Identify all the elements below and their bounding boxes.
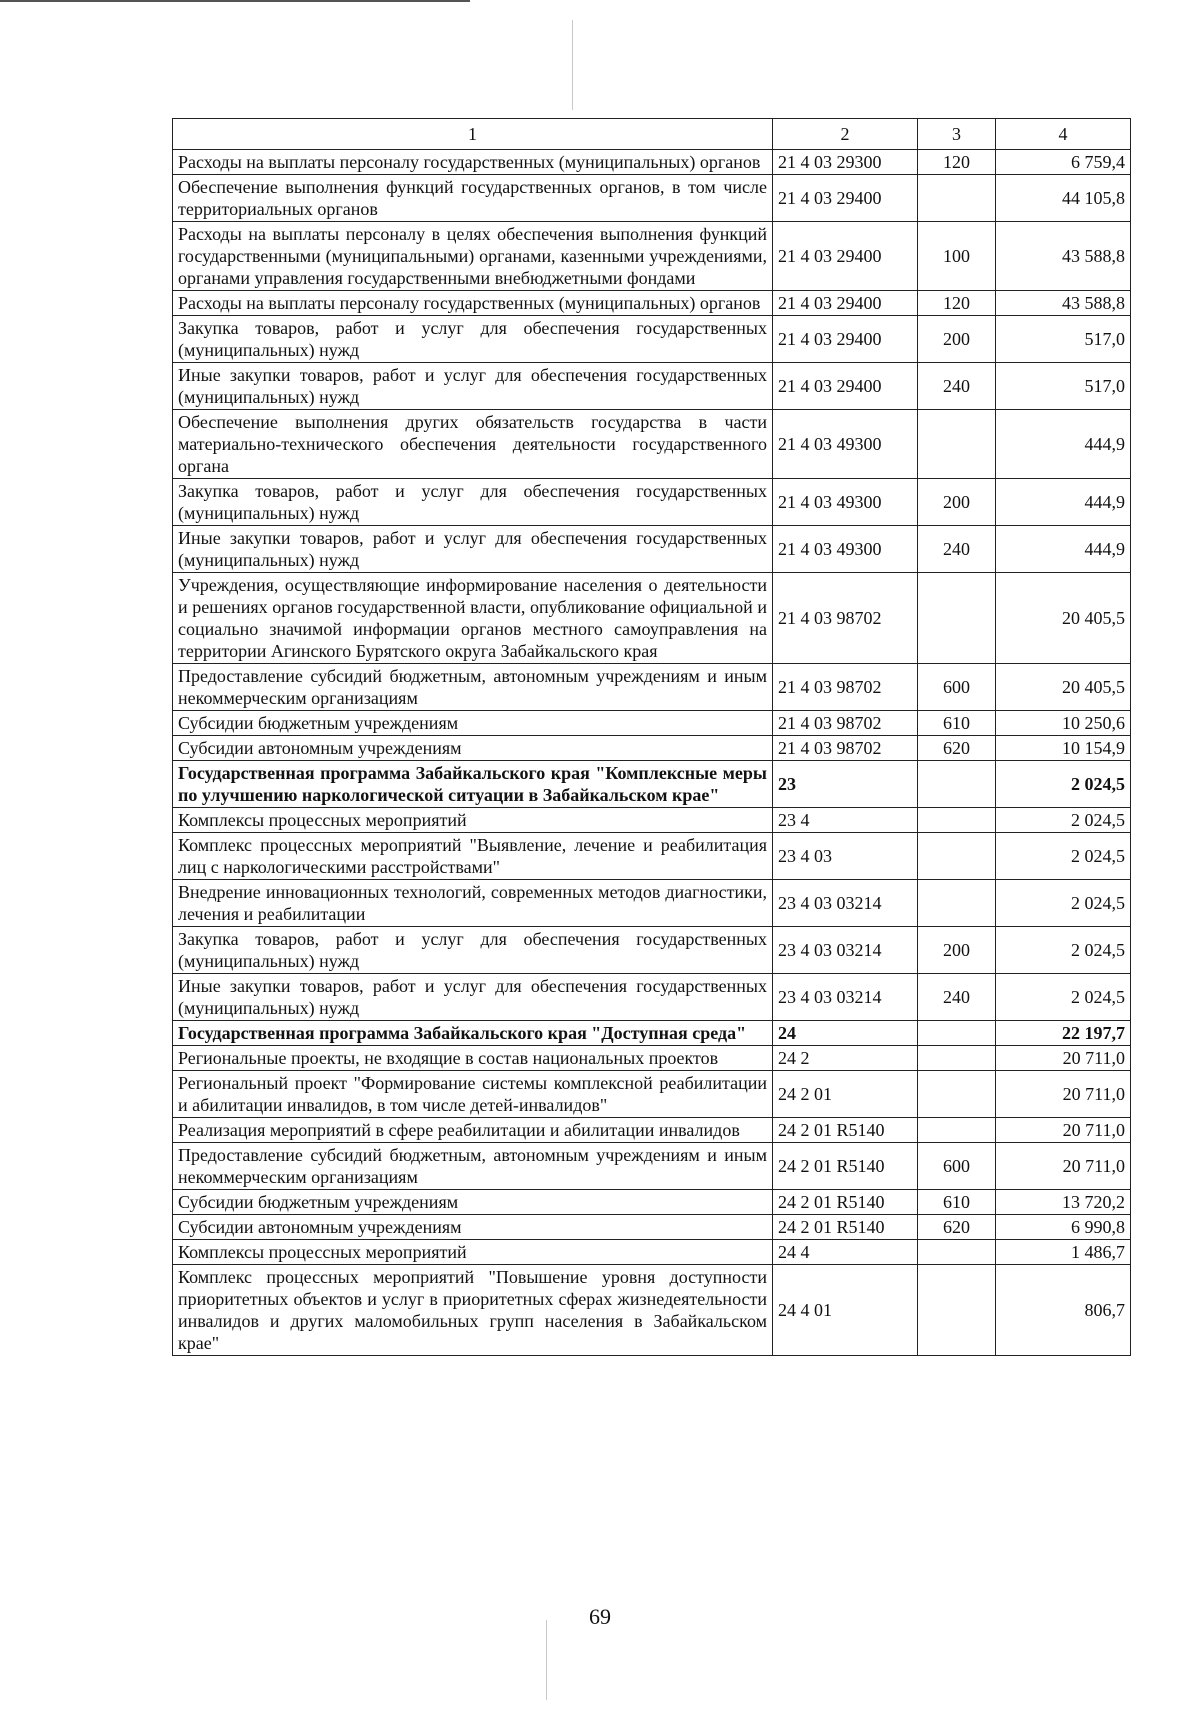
row-amount-cell: 517,0	[996, 363, 1131, 410]
row-code-cell: 24 2 01 R5140	[773, 1190, 918, 1215]
row-expense-type-cell: 600	[918, 1143, 996, 1190]
row-code-cell: 23 4 03 03214	[773, 880, 918, 927]
row-code-cell: 21 4 03 98702	[773, 736, 918, 761]
row-code-cell: 21 4 03 29400	[773, 175, 918, 222]
row-name-cell: Комплексы процессных мероприятий	[173, 1240, 773, 1265]
page-number: 69	[589, 1604, 611, 1629]
table-row	[173, 1215, 1131, 1240]
row-code-cell: 21 4 03 49300	[773, 479, 918, 526]
row-code-cell: 23	[773, 761, 918, 808]
row-name-cell: Региональный проект "Формирование системы комплексной реабилитации и абилитации инвалидов, в том числе детей-инвалидов"	[173, 1071, 773, 1118]
row-amount-cell: 2 024,5	[996, 833, 1131, 880]
row-code-cell: 21 4 03 29400	[773, 291, 918, 316]
row-amount-cell: 20 711,0	[996, 1071, 1131, 1118]
row-name-cell: Внедрение инновационных технологий, современных методов диагностики, лечения и реабилитации	[173, 880, 773, 927]
row-name-cell: Обеспечение выполнения других обязательств государства в части материально-технического обеспечения деятельности государственного органа	[173, 410, 773, 479]
table-row	[173, 175, 1131, 222]
row-amount-cell: 20 711,0	[996, 1046, 1131, 1071]
row-amount-cell: 44 105,8	[996, 175, 1131, 222]
row-amount-cell: 20 405,5	[996, 573, 1131, 664]
row-expense-type-cell: 240	[918, 974, 996, 1021]
table-row	[173, 1118, 1131, 1143]
row-expense-type-cell: 620	[918, 736, 996, 761]
table-row	[173, 291, 1131, 316]
table-row	[173, 1071, 1131, 1118]
table-row	[173, 1143, 1131, 1190]
row-expense-type-cell	[918, 1118, 996, 1143]
budget-table	[172, 118, 1131, 1356]
table-row	[173, 573, 1131, 664]
row-name-cell: Комплекс процессных мероприятий "Повышение уровня доступности приоритетных объектов и услуг в приоритетных сферах жизнедеятельности инвалидов и других маломобильных групп населения в Забайкальском крае"	[173, 1265, 773, 1356]
row-code-cell: 21 4 03 29400	[773, 222, 918, 291]
row-name-cell: Иные закупки товаров, работ и услуг для обеспечения государственных (муниципальных) нужд	[173, 974, 773, 1021]
table-row	[173, 736, 1131, 761]
row-expense-type-cell: 200	[918, 316, 996, 363]
table-row	[173, 711, 1131, 736]
row-code-cell: 21 4 03 29400	[773, 316, 918, 363]
row-expense-type-cell	[918, 1240, 996, 1265]
row-code-cell: 21 4 03 98702	[773, 573, 918, 664]
table-row	[173, 833, 1131, 880]
column-header-2: 2	[773, 119, 918, 150]
row-amount-cell: 20 405,5	[996, 664, 1131, 711]
table-row	[173, 410, 1131, 479]
row-code-cell: 23 4 03	[773, 833, 918, 880]
table-row	[173, 664, 1131, 711]
row-expense-type-cell	[918, 1071, 996, 1118]
row-expense-type-cell	[918, 1021, 996, 1046]
row-amount-cell: 517,0	[996, 316, 1131, 363]
row-name-cell: Государственная программа Забайкальского края "Доступная среда"	[173, 1021, 773, 1046]
row-code-cell: 24 4	[773, 1240, 918, 1265]
row-name-cell: Расходы на выплаты персоналу в целях обеспечения выполнения функций государственными (муниципальными) органами, казенными учреждениями, органами управления государственными внебюджетными фондами	[173, 222, 773, 291]
row-code-cell: 24 2 01 R5140	[773, 1143, 918, 1190]
row-code-cell: 21 4 03 49300	[773, 410, 918, 479]
row-code-cell: 24 2 01 R5140	[773, 1215, 918, 1240]
row-expense-type-cell: 620	[918, 1215, 996, 1240]
row-expense-type-cell	[918, 1046, 996, 1071]
row-expense-type-cell	[918, 833, 996, 880]
column-header-4: 4	[996, 119, 1131, 150]
row-code-cell: 23 4 03 03214	[773, 927, 918, 974]
table-row	[173, 1265, 1131, 1356]
table-row	[173, 880, 1131, 927]
row-name-cell: Учреждения, осуществляющие информирование населения о деятельности и решениях органов государственной власти, опубликование официальной и социально значимой информации органов местного самоуправления на территории Агинского Бурятского округа Забайкальского края	[173, 573, 773, 664]
row-code-cell: 24 2	[773, 1046, 918, 1071]
row-expense-type-cell: 100	[918, 222, 996, 291]
row-code-cell: 24 4 01	[773, 1265, 918, 1356]
row-expense-type-cell	[918, 573, 996, 664]
table-row	[173, 1240, 1131, 1265]
table-row	[173, 222, 1131, 291]
row-name-cell: Государственная программа Забайкальского края "Комплексные меры по улучшению наркологической ситуации в Забайкальском крае"	[173, 761, 773, 808]
row-name-cell: Иные закупки товаров, работ и услуг для обеспечения государственных (муниципальных) нужд	[173, 526, 773, 573]
row-amount-cell: 444,9	[996, 526, 1131, 573]
row-name-cell: Региональные проекты, не входящие в состав национальных проектов	[173, 1046, 773, 1071]
row-expense-type-cell: 600	[918, 664, 996, 711]
row-name-cell: Обеспечение выполнения функций государственных органов, в том числе территориальных органов	[173, 175, 773, 222]
row-amount-cell: 22 197,7	[996, 1021, 1131, 1046]
row-expense-type-cell	[918, 880, 996, 927]
row-amount-cell: 444,9	[996, 410, 1131, 479]
row-amount-cell: 2 024,5	[996, 927, 1131, 974]
row-amount-cell: 2 024,5	[996, 808, 1131, 833]
row-name-cell: Предоставление субсидий бюджетным, автономным учреждениям и иным некоммерческим организациям	[173, 1143, 773, 1190]
row-expense-type-cell	[918, 808, 996, 833]
table-row	[173, 526, 1131, 573]
row-name-cell: Расходы на выплаты персоналу государственных (муниципальных) органов	[173, 291, 773, 316]
table-row	[173, 316, 1131, 363]
row-name-cell: Расходы на выплаты персоналу государственных (муниципальных) органов	[173, 150, 773, 175]
row-expense-type-cell	[918, 410, 996, 479]
row-code-cell: 21 4 03 49300	[773, 526, 918, 573]
row-amount-cell: 10 250,6	[996, 711, 1131, 736]
column-header-3: 3	[918, 119, 996, 150]
row-amount-cell: 10 154,9	[996, 736, 1131, 761]
row-name-cell: Предоставление субсидий бюджетным, автономным учреждениям и иным некоммерческим организациям	[173, 664, 773, 711]
table-row	[173, 808, 1131, 833]
row-name-cell: Реализация мероприятий в сфере реабилитации и абилитации инвалидов	[173, 1118, 773, 1143]
row-name-cell: Закупка товаров, работ и услуг для обеспечения государственных (муниципальных) нужд	[173, 927, 773, 974]
row-expense-type-cell: 610	[918, 1190, 996, 1215]
row-name-cell: Закупка товаров, работ и услуг для обеспечения государственных (муниципальных) нужд	[173, 479, 773, 526]
row-amount-cell: 2 024,5	[996, 974, 1131, 1021]
table-row	[173, 761, 1131, 808]
row-expense-type-cell	[918, 761, 996, 808]
row-code-cell: 21 4 03 98702	[773, 711, 918, 736]
row-amount-cell: 43 588,8	[996, 222, 1131, 291]
row-amount-cell: 2 024,5	[996, 880, 1131, 927]
row-amount-cell: 20 711,0	[996, 1143, 1131, 1190]
table-row	[173, 150, 1131, 175]
row-amount-cell: 6 990,8	[996, 1215, 1131, 1240]
row-name-cell: Субсидии бюджетным учреждениям	[173, 711, 773, 736]
row-code-cell: 24 2 01	[773, 1071, 918, 1118]
row-name-cell: Субсидии бюджетным учреждениям	[173, 1190, 773, 1215]
row-expense-type-cell: 610	[918, 711, 996, 736]
row-code-cell: 21 4 03 29300	[773, 150, 918, 175]
row-name-cell: Комплексы процессных мероприятий	[173, 808, 773, 833]
table-row	[173, 479, 1131, 526]
row-code-cell: 23 4 03 03214	[773, 974, 918, 1021]
row-expense-type-cell	[918, 1265, 996, 1356]
row-amount-cell: 20 711,0	[996, 1118, 1131, 1143]
table-body	[173, 150, 1131, 1356]
table-row	[173, 1046, 1131, 1071]
scan-artifact-line	[572, 20, 573, 110]
row-amount-cell: 444,9	[996, 479, 1131, 526]
row-name-cell: Закупка товаров, работ и услуг для обеспечения государственных (муниципальных) нужд	[173, 316, 773, 363]
row-code-cell: 24	[773, 1021, 918, 1046]
row-name-cell: Иные закупки товаров, работ и услуг для обеспечения государственных (муниципальных) нужд	[173, 363, 773, 410]
row-amount-cell: 2 024,5	[996, 761, 1131, 808]
row-expense-type-cell: 240	[918, 363, 996, 410]
row-amount-cell: 806,7	[996, 1265, 1131, 1356]
row-name-cell: Комплекс процессных мероприятий "Выявление, лечение и реабилитация лиц с наркологическими расстройствами"	[173, 833, 773, 880]
row-amount-cell: 43 588,8	[996, 291, 1131, 316]
row-amount-cell: 13 720,2	[996, 1190, 1131, 1215]
row-code-cell: 21 4 03 98702	[773, 664, 918, 711]
row-expense-type-cell: 200	[918, 927, 996, 974]
row-expense-type-cell	[918, 175, 996, 222]
row-name-cell: Субсидии автономным учреждениям	[173, 736, 773, 761]
table-header-row	[173, 119, 1131, 150]
table-row	[173, 927, 1131, 974]
row-expense-type-cell: 240	[918, 526, 996, 573]
row-code-cell: 24 2 01 R5140	[773, 1118, 918, 1143]
table-row	[173, 974, 1131, 1021]
row-expense-type-cell: 120	[918, 291, 996, 316]
scan-artifact-line	[546, 1620, 547, 1700]
row-code-cell: 21 4 03 29400	[773, 363, 918, 410]
row-expense-type-cell: 200	[918, 479, 996, 526]
row-amount-cell: 1 486,7	[996, 1240, 1131, 1265]
table-row	[173, 1190, 1131, 1215]
column-header-1: 1	[173, 119, 773, 150]
row-expense-type-cell: 120	[918, 150, 996, 175]
row-code-cell: 23 4	[773, 808, 918, 833]
row-name-cell: Субсидии автономным учреждениям	[173, 1215, 773, 1240]
row-amount-cell: 6 759,4	[996, 150, 1131, 175]
table-row	[173, 363, 1131, 410]
scan-edge-line	[0, 0, 470, 2]
table-row	[173, 1021, 1131, 1046]
